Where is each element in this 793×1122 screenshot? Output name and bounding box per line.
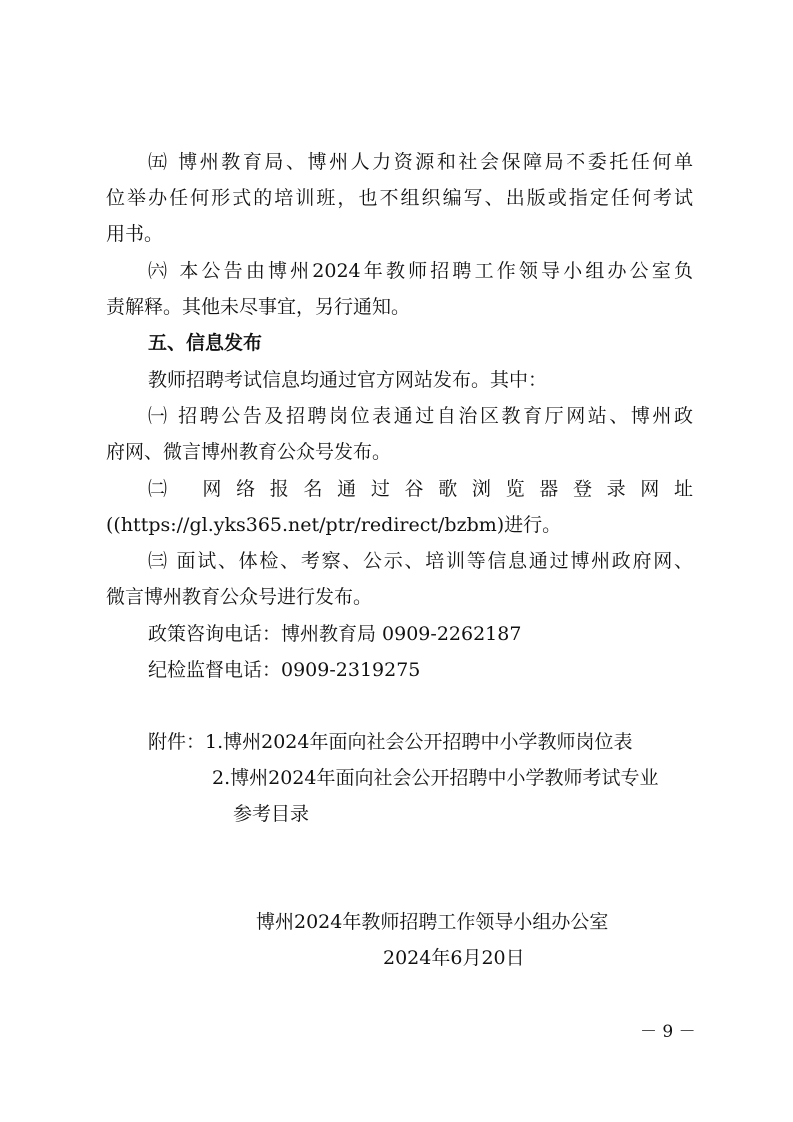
item-5-line-2: 位举办任何形式的培训班，也不组织编写、出版或指定任何考试	[106, 187, 693, 209]
info-item-2-line-1: ㈡ 网络报名通过谷歌浏览器登录网址	[148, 478, 693, 500]
signature-organization: 博州2024年教师招聘工作领导小组办公室	[256, 911, 609, 933]
page-number: － 9 －	[640, 1022, 696, 1042]
item-6-line-1: ㈥ 本公告由博州2024年教师招聘工作领导小组办公室负	[148, 260, 693, 282]
info-intro: 教师招聘考试信息均通过官方网站发布。其中：	[148, 369, 548, 391]
registration-url: ((https://gl.yks365.net/ptr/redirect/bzbm)进行。	[106, 514, 562, 536]
signature-date: 2024年6月20日	[383, 947, 525, 969]
info-item-3-line-2: 微言博州教育公众号进行发布。	[106, 586, 373, 608]
item-5-line-1: ㈤ 博州教育局、博州人力资源和社会保障局不委托任何单	[148, 151, 693, 173]
item-6-line-2: 责解释。其他未尽事宜，另行通知。	[106, 296, 411, 318]
info-item-1-line-1: ㈠ 招聘公告及招聘岗位表通过自治区教育厅网站、博州政	[148, 405, 693, 427]
info-item-1-line-2: 府网、微言博州教育公众号发布。	[106, 441, 392, 463]
attachment-2-line-2: 参考目录	[233, 803, 310, 825]
item-5-line-3: 用书。	[106, 223, 164, 245]
section-heading-info-release: 五、信息发布	[148, 332, 263, 354]
supervision-phone: 纪检监督电话：0909-2319275	[148, 659, 421, 681]
info-item-3-line-1: ㈢ 面试、体检、考察、公示、培训等信息通过博州政府网、	[148, 550, 693, 572]
attachment-2-line-1: 2.博州2024年面向社会公开招聘中小学教师考试专业	[212, 767, 659, 789]
policy-consultation-phone: 政策咨询电话：博州教育局 0909-2262187	[148, 623, 522, 645]
attachment-1: 附件：1.博州2024年面向社会公开招聘中小学教师岗位表	[148, 731, 633, 753]
